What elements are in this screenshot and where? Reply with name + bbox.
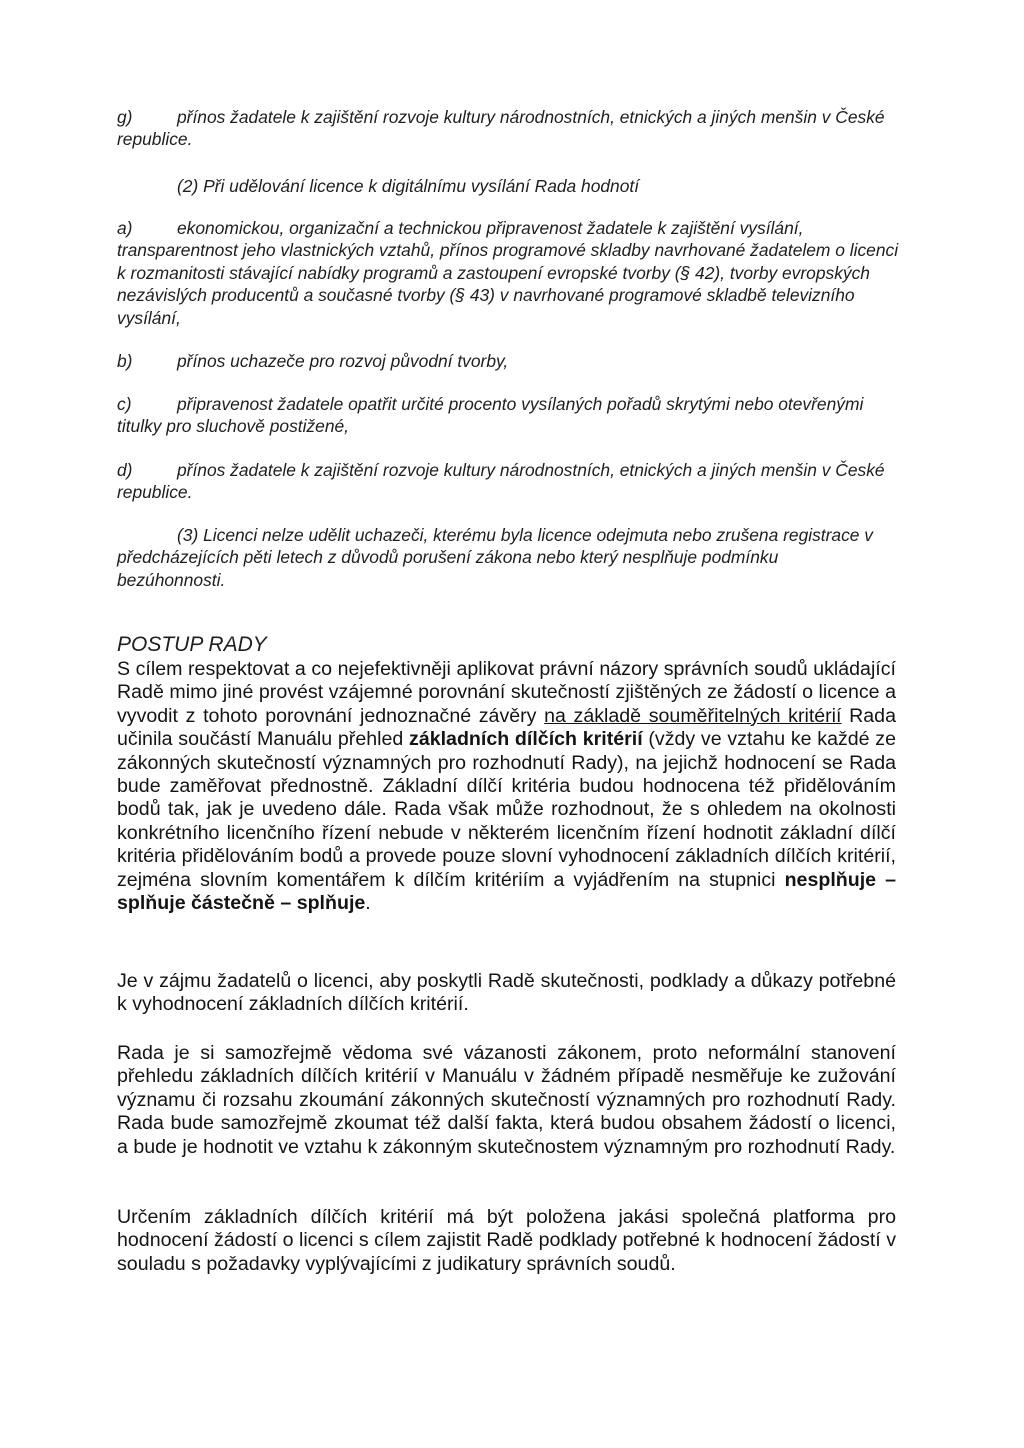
p1-bold-criteria: základních dílčích kritérií <box>409 728 643 751</box>
p1-text-3: (vždy ve vztahu ke každé ze zákonných skutečností významných pro rozhodnutí Rady), na jejichž hodnocení se Rada bude zaměřovat přednostně. Základní dílčí kritéria budou hodnocena též přidělováním bodů tak, jak je uvedeno dále. Rada však může rozhodnout, že s ohledem na okolnosti konkrétního licenčního řízení nebude v některém licenčním řízení hodnotit základní dílčí kritéria přidělováním bodů a provede pouze slovní vyhodnocení základních dílčích kritérií, zejména slovním komentářem k dílčím kritériím a vyjádřením na stupnici <box>117 728 896 891</box>
item-g-label: g) <box>117 107 133 127</box>
postup-paragraph-2: Je v zájmu žadatelů o licenci, aby poskytli Radě skutečnosti, podklady a důkazy potřebné k vyhodnocení základních dílčích kritérií. <box>117 970 896 1016</box>
item-a-label: a) <box>117 218 133 238</box>
section-heading: POSTUP RADY <box>117 633 267 656</box>
item-a <box>117 217 899 329</box>
p1-text-2: Rada učinila součástí Manuálu přehled <box>117 704 896 751</box>
p1-text-1: S cílem respektovat a co nejefektivněji aplikovat právní názory správních soudů ukládající Radě mimo jiné provést vzájemné porovnání skutečností zjištěných ze žádostí o licence a vyvodit z tohoto porovnání jednoznačné závěry <box>117 658 896 727</box>
item-c <box>117 393 899 438</box>
p1-underlined: na základě souměřitelných kritérií <box>544 704 842 727</box>
item-c-text: připravenost žadatele opatřit určité procento vysílaných pořadů skrytými nebo otevřenými titulky pro sluchově postižené, <box>117 394 864 437</box>
item-g <box>117 106 899 151</box>
postup-paragraph-4: Určením základních dílčích kritérií má být položena jakási společná platforma pro hodnocení žádostí o licenci s cílem zajistit Radě podklady potřebné k hodnocení žádostí v souladu s požadavky vyplývajícími z judikatury správních soudů. <box>117 1206 896 1275</box>
p1-text-4: . <box>365 892 371 915</box>
subsection-3: (3) Licenci nelze udělit uchazeči, kterému byla licence odejmuta nebo zrušena registrace v předcházejících pěti letech z důvodů porušení zákona nebo který nesplňuje podmínku bezúhonnosti. <box>117 525 873 590</box>
p1-bold-scale: nesplňuje – splňuje částečně – splňuje <box>117 868 896 915</box>
item-c-label: c) <box>117 394 132 414</box>
postup-paragraph-3: Rada je si samozřejmě vědoma své vázanosti zákonem, proto neformální stanovení přehledu základních dílčích kritérií v Manuálu v žádném případě nesměřuje ke zužování významu či rozsahu zkoumání zákonných skutečností významných pro rozhodnutí Rady. Rada bude samozřejmě zkoumat též další fakta, která budou obsahem žádostí o licenci, a bude je hodnotit ve vztahu k zákonným skutečnostem významným pro rozhodnutí Rady. <box>117 1042 896 1158</box>
subsection-2-intro: (2) Při udělování licence k digitálnímu vysílání Rada hodnotí <box>177 176 640 196</box>
item-g-text: přínos žadatele k zajištění rozvoje kultury národnostních, etnických a jiných menšin v České republice. <box>117 107 885 150</box>
item-d <box>117 459 899 504</box>
item-d-text: přínos žadatele k zajištění rozvoje kultury národnostních, etnických a jiných menšin v České republice. <box>117 460 885 503</box>
item-b-label: b) <box>117 351 133 371</box>
item-b <box>117 350 899 372</box>
postup-paragraph-1 <box>117 658 896 915</box>
item-a-text: ekonomickou, organizační a technickou připravenost žadatele k zajištění vysílání, transparentnost jeho vlastnických vztahů, přínos programové skladby navrhované žadatelem o licenci k rozmanitosti stávající nabídky programů a zastoupení evropské tvorby (§ 42), tvorby evropských nezávislých producentů a současné tvorby (§ 43) v navrhované programové skladbě televizního vysílání, <box>117 218 899 328</box>
item-b-text: přínos uchazeče pro rozvoj původní tvorby, <box>177 351 509 371</box>
item-d-label: d) <box>117 460 133 480</box>
